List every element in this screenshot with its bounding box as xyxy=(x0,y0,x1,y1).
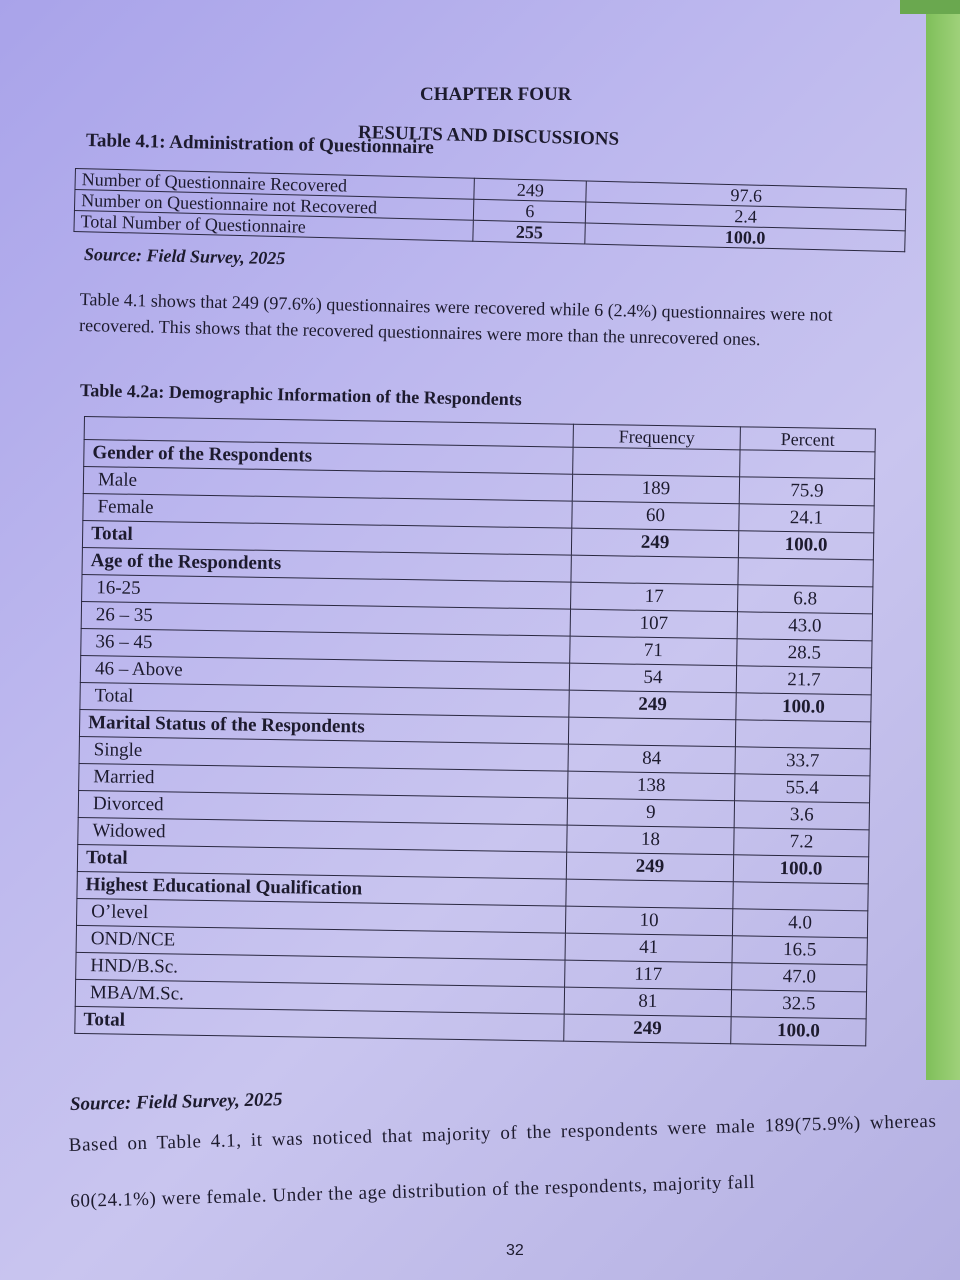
total-frequency: 249 xyxy=(566,852,733,882)
row-percent: 75.9 xyxy=(739,477,874,506)
book-cover-corner xyxy=(900,0,960,14)
row-frequency: 138 xyxy=(568,771,735,801)
section-heading: Age of the Respondents xyxy=(82,547,571,582)
total-frequency: 249 xyxy=(571,528,738,558)
empty-cell xyxy=(740,450,875,479)
empty-cell xyxy=(568,717,735,747)
row-frequency: 84 xyxy=(568,744,735,774)
row-percent: 24.1 xyxy=(739,504,874,533)
empty-cell xyxy=(733,882,868,911)
table-4-1 xyxy=(73,168,906,252)
row-percent: 47.0 xyxy=(732,963,867,992)
paragraph-2: Based on Table 4.1, it was noticed that majority of the respondents were male 189(75.9%) whereas 60(24.1%) were female. Under the age distribution of the respondents, majority fall xyxy=(68,1110,937,1212)
table-cell-label: Number of Questionnaire Recovered xyxy=(75,169,475,200)
row-frequency: 54 xyxy=(569,663,736,693)
book-cover-edge xyxy=(926,0,960,1080)
row-label: OND/NCE xyxy=(76,925,565,960)
table-4-2a-title: Table 4.2a: Demographic Information of the Respondents xyxy=(79,380,522,410)
chapter-heading: CHAPTER FOUR xyxy=(420,84,572,105)
total-label: Total xyxy=(75,1006,564,1041)
table-4-1-source: Source: Field Survey, 2025 xyxy=(83,244,286,269)
row-frequency: 9 xyxy=(567,798,734,828)
table-cell-label: Number on Questionnaire not Recovered xyxy=(74,190,474,221)
table-cell-count: 249 xyxy=(474,178,587,202)
row-label: Married xyxy=(79,763,568,798)
row-label: 46 – Above xyxy=(80,655,569,690)
total-label: Total xyxy=(82,520,571,555)
row-frequency: 18 xyxy=(567,825,734,855)
total-percent: 100.0 xyxy=(733,855,868,884)
section-heading: Marital Status of the Respondents xyxy=(79,709,568,744)
table-4-1-title: Table 4.1: Administration of Questionnaire xyxy=(85,130,435,159)
section-heading: Highest Educational Qualification xyxy=(77,871,566,906)
row-frequency: 107 xyxy=(570,609,737,639)
row-frequency: 71 xyxy=(570,636,737,666)
empty-cell xyxy=(573,447,740,477)
row-label: Female xyxy=(83,493,572,528)
row-percent: 21.7 xyxy=(736,666,871,695)
table-4-2a xyxy=(74,416,876,1046)
empty-cell xyxy=(738,558,873,587)
total-percent: 100.0 xyxy=(731,1017,866,1046)
row-percent: 32.5 xyxy=(731,990,866,1019)
row-percent: 16.5 xyxy=(732,936,867,965)
percent-column-header: Percent xyxy=(740,427,875,452)
empty-cell xyxy=(735,720,870,749)
row-label: Widowed xyxy=(78,817,567,852)
row-label: 16-25 xyxy=(82,574,571,609)
row-label: O’level xyxy=(76,898,565,933)
empty-cell xyxy=(566,879,733,909)
row-label: 36 – 45 xyxy=(81,628,570,663)
row-frequency: 10 xyxy=(565,906,732,936)
total-label: Total xyxy=(80,682,569,717)
row-percent: 6.8 xyxy=(738,585,873,614)
row-frequency: 41 xyxy=(565,933,732,963)
row-percent: 55.4 xyxy=(735,774,870,803)
table-cell-label: Total Number of Questionnaire xyxy=(74,210,474,241)
row-frequency: 81 xyxy=(564,987,731,1017)
frequency-column-header: Frequency xyxy=(573,424,740,450)
table-cell-count: 6 xyxy=(474,199,587,223)
row-frequency: 117 xyxy=(565,960,732,990)
row-label: MBA/M.Sc. xyxy=(75,979,564,1014)
row-frequency: 189 xyxy=(572,474,739,504)
total-percent: 100.0 xyxy=(738,531,873,560)
total-label: Total xyxy=(77,844,566,879)
row-frequency: 60 xyxy=(572,501,739,531)
row-label: Male xyxy=(83,467,572,502)
total-frequency: 249 xyxy=(564,1014,731,1044)
table-cell-count: 255 xyxy=(473,220,586,244)
total-percent: 100.0 xyxy=(736,693,871,722)
row-label: 26 – 35 xyxy=(81,601,570,636)
row-percent: 43.0 xyxy=(737,612,872,641)
row-frequency: 17 xyxy=(571,582,738,612)
table-cell-percent: 100.0 xyxy=(585,223,905,252)
table-4-2a-source: Source: Field Survey, 2025 xyxy=(69,1089,283,1115)
section-heading: Gender of the Respondents xyxy=(84,440,573,475)
page-number: 32 xyxy=(506,1242,524,1259)
row-label: Single xyxy=(79,736,568,771)
paragraph-1: Table 4.1 shows that 249 (97.6%) questionnaires were recovered while 6 (2.4%) questionnaires were not recovered. This shows that the recovered questionnaires were more than the unrecovered ones. xyxy=(78,288,833,350)
table-cell-percent: 97.6 xyxy=(586,181,906,210)
row-label: Divorced xyxy=(78,790,567,825)
total-frequency: 249 xyxy=(569,690,736,720)
row-percent: 3.6 xyxy=(734,801,869,830)
row-percent: 28.5 xyxy=(737,639,872,668)
row-percent: 33.7 xyxy=(735,747,870,776)
section-heading: RESULTS AND DISCUSSIONS xyxy=(357,122,620,150)
empty-cell xyxy=(571,555,738,585)
table-cell-percent: 2.4 xyxy=(586,202,906,231)
row-percent: 4.0 xyxy=(732,909,867,938)
row-percent: 7.2 xyxy=(734,828,869,857)
row-label: HND/B.Sc. xyxy=(76,952,565,987)
